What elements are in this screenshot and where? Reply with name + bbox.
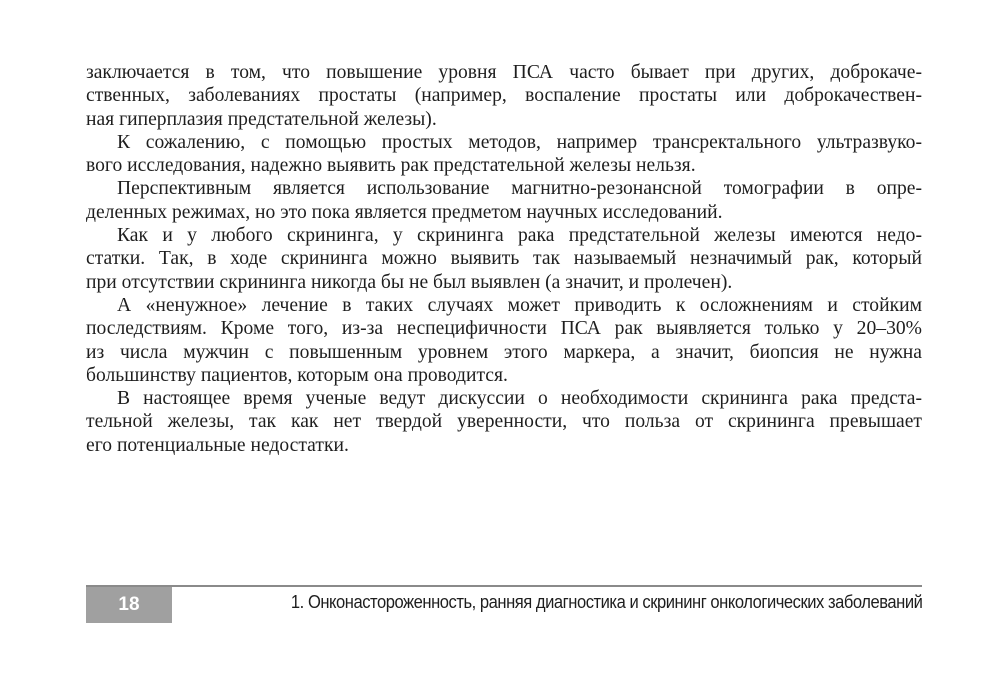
paragraph (86, 61, 922, 131)
paragraph (86, 131, 922, 178)
text-line: Как и у любого скрининга, у скрининга рака предстательной железы имеются недо- (117, 225, 922, 247)
text-line: тельной железы, так как нет твердой уверенности, что польза от скрининга превышает (86, 411, 922, 433)
text-line: статки. Так, в ходе скрининга можно выявить так называемый незначимый рак, который (86, 248, 922, 270)
footer-rule (86, 585, 922, 587)
running-head: 1. Онконастороженность, ранняя диагностика и скрининг онкологических заболеваний (290, 592, 922, 612)
text-line: при отсутствии скрининга никогда бы не был выявлен (а значит, и пролечен). (86, 271, 733, 293)
text-line: Перспективным является использование магнитно-резонансной томографии в опре- (117, 178, 922, 200)
page-number-box (86, 587, 172, 623)
body-text (86, 61, 922, 457)
paragraph (86, 387, 922, 457)
text-line: заключается в том, что повышение уровня ПСА часто бывает при других, доброкаче- (86, 62, 922, 83)
text-line: вого исследования, надежно выявить рак предстательной железы нельзя. (86, 155, 696, 177)
text-line: большинству пациентов, которым она проводится. (86, 364, 508, 386)
paragraph (86, 224, 922, 294)
paragraph (86, 177, 922, 224)
text-line: А «ненужное» лечение в таких случаях может приводить к осложнениям и стойким (117, 294, 922, 316)
text-line: из числа мужчин с повышенным уровнем этого маркера, а значит, биопсия не нужна (86, 341, 922, 363)
page-number: 18 (118, 594, 140, 615)
text-line: последствиям. Кроме того, из-за неспецифичности ПСА рак выявляется только у 20–30% (86, 318, 922, 340)
paragraph (86, 294, 922, 387)
text-line: деленных режимах, но это пока является предметом научных исследований. (86, 201, 723, 223)
text-line: В настоящее время ученые ведут дискуссии о необходимости скрининга рака предста- (117, 388, 922, 410)
text-line: его потенциальные недостатки. (86, 434, 349, 456)
text-line: ная гиперплазия предстательной железы). (86, 108, 437, 130)
text-line: К сожалению, с помощью простых методов, например трансректального ультразвуко- (117, 131, 922, 153)
text-line: ственных, заболеваниях простаты (например, воспаление простаты или доброкачествен- (86, 85, 922, 107)
